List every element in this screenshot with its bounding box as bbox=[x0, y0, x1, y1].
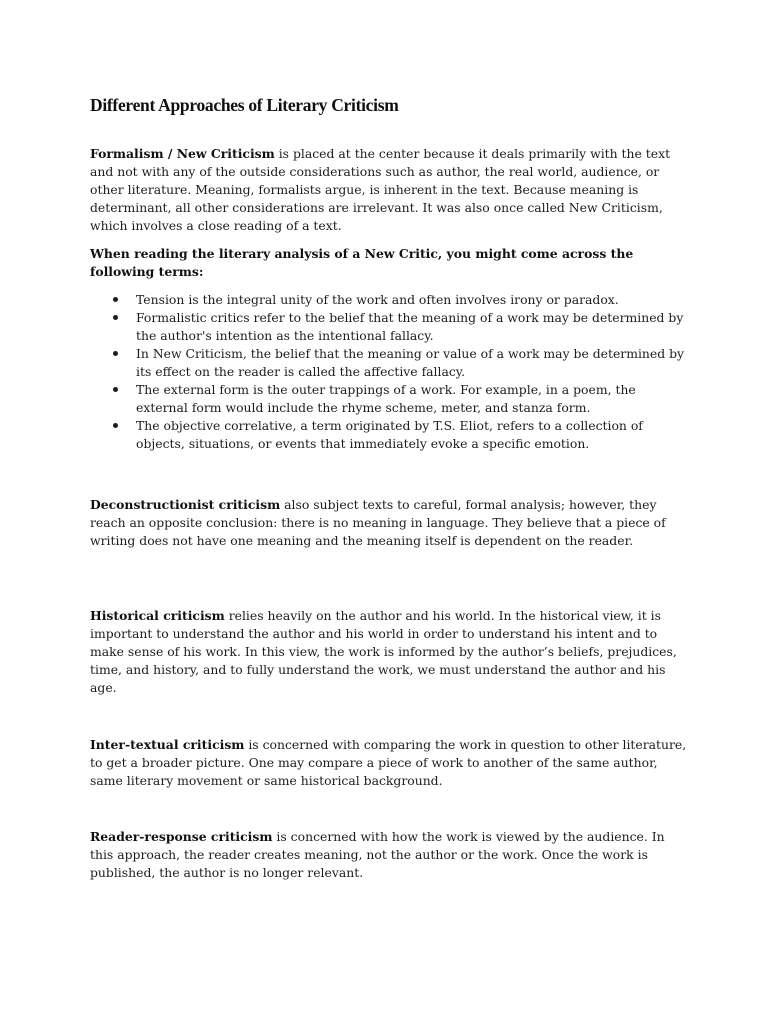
deconstructionist-text: also subject texts to careful, formal analysis; however, they reach an opposite conclusion: there is no meaning in language. They believe that a piece of writing does not have one meaning and the meaning itself is dependent on the reader. bbox=[90, 497, 666, 548]
terms-list bbox=[90, 291, 690, 453]
bullet-icon bbox=[113, 297, 118, 302]
reader-response-text: is concerned with how the work is viewed by the audience. In this approach, the reader creates meaning, not the author or the work. Once the work is published, the author is no longer relevant. bbox=[90, 829, 665, 880]
formalism-text: is placed at the center because it deals primarily with the text and not with any of the outside considerations such as author, the real world, audience, or other literature. Meaning, formalists argue, is inherent in the text. Because meaning is determinant, all other considerations are irrelevant. It was also once called New Criticism, which involves a close reading of a text. bbox=[90, 146, 671, 233]
list-item-text: Tension is the integral unity of the work and often involves irony or paradox. bbox=[136, 292, 619, 307]
reader-response-paragraph bbox=[90, 828, 690, 882]
page-title: Different Approaches of Literary Criticism bbox=[90, 95, 399, 115]
list-item bbox=[90, 291, 690, 309]
bullet-icon bbox=[113, 315, 118, 320]
historical-text: relies heavily on the author and his world. In the historical view, it is important to understand the author and his world in order to understand his intent and to make sense of his work. In this view, the work is informed by the author’s beliefs, prejudices, time, and history, and to fully understand the work, we must understand the author and his age. bbox=[90, 608, 677, 695]
bullet-icon bbox=[113, 351, 118, 356]
bullet-icon bbox=[113, 387, 118, 392]
list-item-text: The objective correlative, a term originated by T.S. Eliot, refers to a collection of objects, situations, or events that immediately evoke a specific emotion. bbox=[136, 418, 643, 451]
new-critic-lead: When reading the literary analysis of a New Critic, you might come across the following terms: bbox=[90, 246, 634, 279]
list-item bbox=[90, 381, 690, 417]
intertextual-term: Inter-textual criticism bbox=[90, 737, 245, 752]
list-item bbox=[90, 309, 690, 345]
formalism-term: Formalism / New Criticism bbox=[90, 146, 275, 161]
bullet-icon bbox=[113, 423, 118, 428]
historical-paragraph bbox=[90, 607, 690, 697]
deconstructionist-term: Deconstructionist criticism bbox=[90, 497, 281, 512]
list-item-text: Formalistic critics refer to the belief that the meaning of a work may be determined by the author's intention as the intentional fallacy. bbox=[136, 310, 684, 343]
list-item-text: The external form is the outer trappings of a work. For example, in a poem, the external form would include the rhyme scheme, meter, and stanza form. bbox=[136, 382, 636, 415]
intertextual-paragraph bbox=[90, 736, 690, 790]
deconstructionist-paragraph bbox=[90, 496, 690, 550]
list-item bbox=[90, 345, 690, 381]
reader-response-term: Reader-response criticism bbox=[90, 829, 273, 844]
historical-term: Historical criticism bbox=[90, 608, 225, 623]
list-item bbox=[90, 417, 690, 453]
formalism-paragraph bbox=[90, 145, 690, 235]
list-item-text: In New Criticism, the belief that the meaning or value of a work may be determined by its effect on the reader is called the affective fallacy. bbox=[136, 346, 685, 379]
intertextual-text: is concerned with comparing the work in question to other literature, to get a broader picture. One may compare a piece of work to another of the same author, same literary movement or same historical background. bbox=[90, 737, 687, 788]
